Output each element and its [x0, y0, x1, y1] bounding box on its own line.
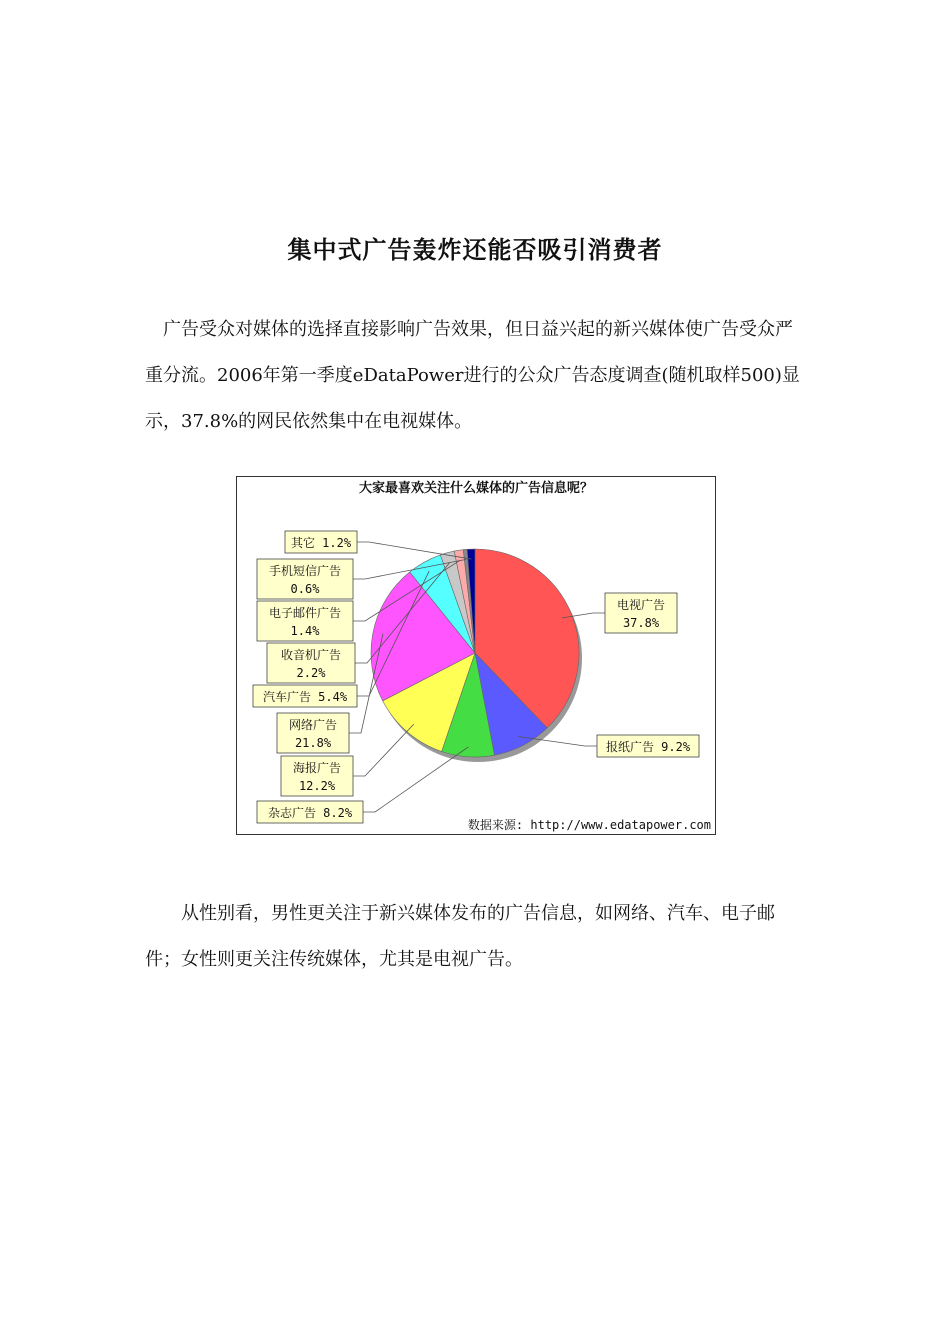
- leader-line: [357, 542, 471, 559]
- slice-label: 报纸广告 9.2%: [605, 740, 691, 754]
- chart-source: 数据来源: http://www.edatapower.com: [467, 818, 711, 832]
- slice-label: 电视广告: [616, 598, 666, 612]
- slice-label: 汽车广告 5.4%: [262, 690, 348, 704]
- pie-chart: [237, 477, 715, 834]
- chart-title: 大家最喜欢关注什么媒体的广告信息呢？: [358, 481, 594, 496]
- document-title: 集中式广告轰炸还能否吸引消费者: [287, 236, 663, 264]
- slice-label: 网络广告: [288, 718, 338, 732]
- paragraph-intro: 广告受众对媒体的选择直接影响广告效果，但日益兴起的新兴媒体使广告受众严重分流。2006年第一季度eDataPower进行的公众广告态度调查(随机取样500)显示，37.8%的网民依然集中在电视媒体。: [145, 319, 800, 432]
- slice-value-label: 2.2%: [296, 666, 326, 680]
- slice-label: 其它 1.2%: [290, 536, 352, 550]
- slice-value-label: 12.2%: [298, 779, 336, 793]
- leader-line: [353, 724, 414, 776]
- slice-label: 海报广告: [292, 761, 342, 775]
- slice-label: 收音机广告: [280, 648, 342, 662]
- pie-chart-figure: [236, 476, 716, 835]
- slice-label: 电子邮件广告: [268, 606, 342, 620]
- slice-label: 杂志广告 8.2%: [267, 806, 353, 820]
- paragraph-gender: 从性别看，男性更关注于新兴媒体发布的广告信息，如网络、汽车、电子邮件；女性则更关注传统媒体，尤其是电视广告。: [145, 903, 775, 970]
- slice-value-label: 1.4%: [290, 624, 320, 638]
- slice-value-label: 21.8%: [294, 736, 332, 750]
- slice-value-label: 0.6%: [290, 582, 320, 596]
- slice-value-label: 37.8%: [622, 616, 660, 630]
- slice-label: 手机短信广告: [268, 564, 342, 578]
